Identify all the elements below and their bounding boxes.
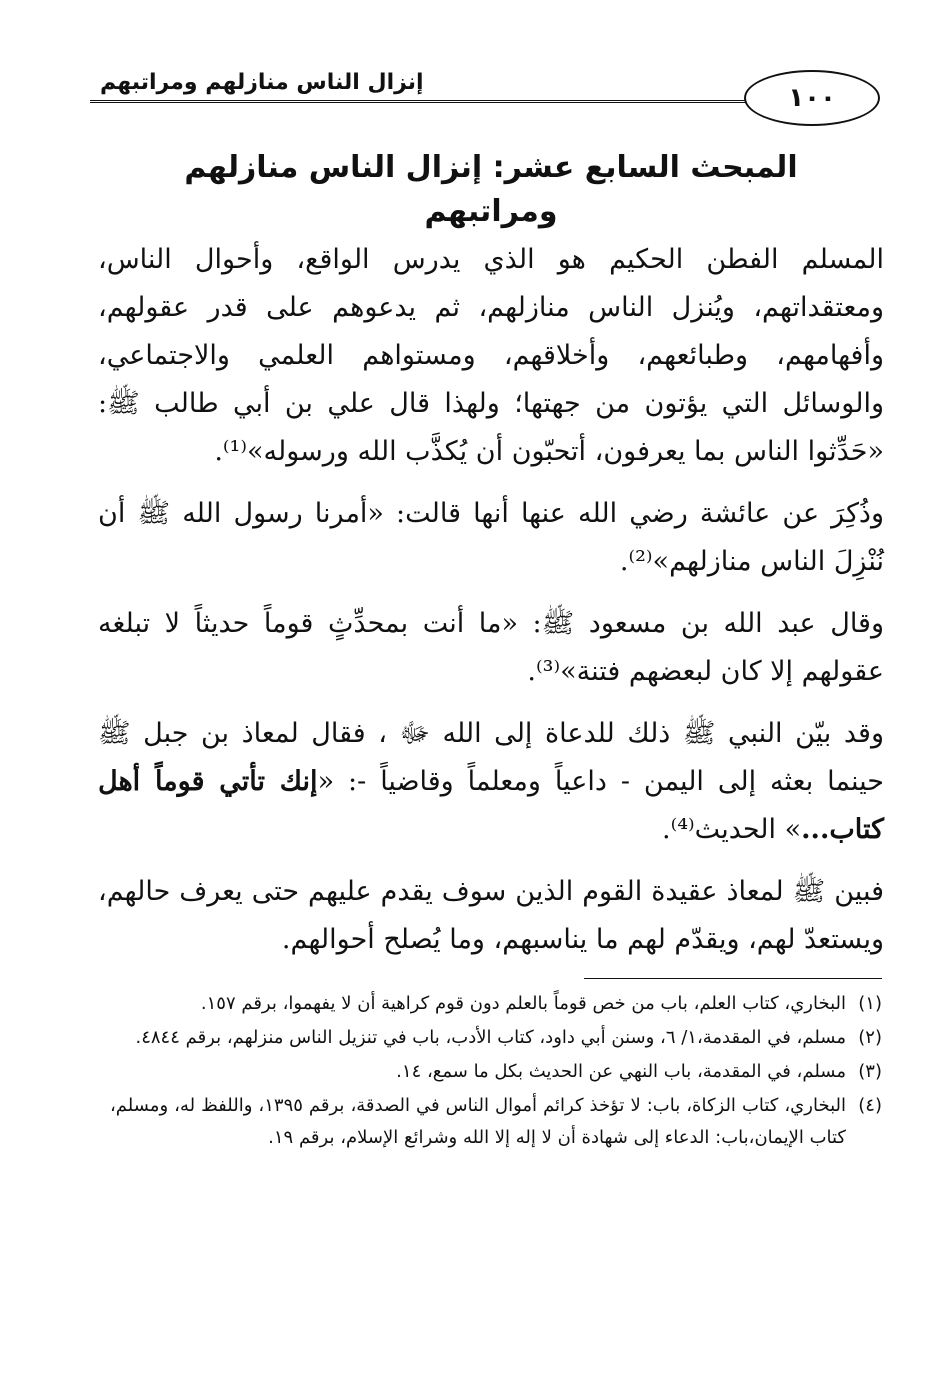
footnote-separator (584, 978, 882, 979)
footnote-number: (١) (858, 993, 882, 1014)
footnote (110, 1056, 882, 1088)
footnote-number: (٢) (858, 1027, 882, 1048)
running-title: إنزال الناس منازلهم ومراتبهم (100, 70, 424, 95)
paragraph-text: وقد بيّن النبي ﷺ ذلك للدعاة إلى الله ﷻ ، فقال لمعاذ بن جبل ﷺ حينما بعثه إلى اليمن - داعياً ومعلماً وقاضياً -: « (98, 718, 884, 797)
paragraph: فبين ﷺ لمعاذ عقيدة القوم الذين سوف يقدم عليهم حتى يعرف حالهم، ويستعدّ لهم، ويقدّم لهم ما يناسبهم، وما يُصلح أحوالهم. (98, 876, 884, 955)
running-header (90, 58, 880, 120)
header-rule (90, 100, 760, 103)
paragraph-text: » الحديث⁽⁴⁾. (662, 814, 802, 845)
footnote (110, 1090, 882, 1154)
footnote (110, 1022, 882, 1054)
paragraph: وقال عبد الله بن مسعود ﷺ: «ما أنت بمحدِّثٍ قوماً حديثاً لا تبلغه عقولهم إلا كان لبعضهم فتنة»⁽³⁾. (98, 608, 884, 687)
footnote (110, 988, 882, 1020)
footnote-text: البخاري، كتاب العلم، باب من خص قوماً بالعلم دون قوم كراهية أن لا يفهموا، برقم ١٥٧. (200, 993, 846, 1014)
footnote-text: البخاري، كتاب الزكاة، باب: لا تؤخذ كرائم أموال الناس في الصدقة، برقم ١٣٩٥، واللفظ له، ومسلم، كتاب الإيمان،باب: الدعاء إلى شهادة أن لا إله إلا الله وشرائع الإسلام، برقم ١٩. (110, 1095, 846, 1148)
paragraph (98, 710, 884, 854)
footnote-number: (٣) (858, 1061, 882, 1082)
page-number: ١٠٠ (744, 70, 880, 126)
footnotes (110, 988, 882, 1156)
footnote-number: (٤) (858, 1095, 882, 1116)
hadith-quote-bold: إنك تأتي قوماً أهل كتاب... (98, 766, 884, 845)
footnote-text: مسلم، في المقدمة،١/ ٦، وسنن أبي داود، كتاب الأدب، باب في تنزيل الناس منزلهم، برقم ٤٨٤٤. (135, 1027, 846, 1048)
paragraph: المسلم الفطن الحكيم هو الذي يدرس الواقع، وأحوال الناس، ومعتقداتهم، ويُنزل الناس منازلهم، ثم يدعوهم على قدر عقولهم، وأفهامهم، وطبائعهم، وأخلاقهم، ومستواهم العلمي والاجتماعي، والوسائل التي يؤتون من جهتها؛ ولهذا قال علي بن أبي طالب ﷺ: «حَدِّثوا الناس بما يعرفون، أتحبّون أن يُكذَّب الله ورسوله»⁽¹⁾. (98, 244, 884, 467)
paragraph: وذُكِرَ عن عائشة رضي الله عنها أنها قالت: «أمرنا رسول الله ﷺ أن نُنْزِلَ الناس منازلهم»⁽²⁾. (98, 498, 884, 577)
main-text (98, 140, 884, 978)
footnote-text: مسلم، في المقدمة، باب النهي عن الحديث بكل ما سمع، ١٤. (396, 1061, 846, 1082)
section-title: المبحث السابع عشر: إنزال الناس منازلهم ومراتبهم (184, 150, 798, 229)
